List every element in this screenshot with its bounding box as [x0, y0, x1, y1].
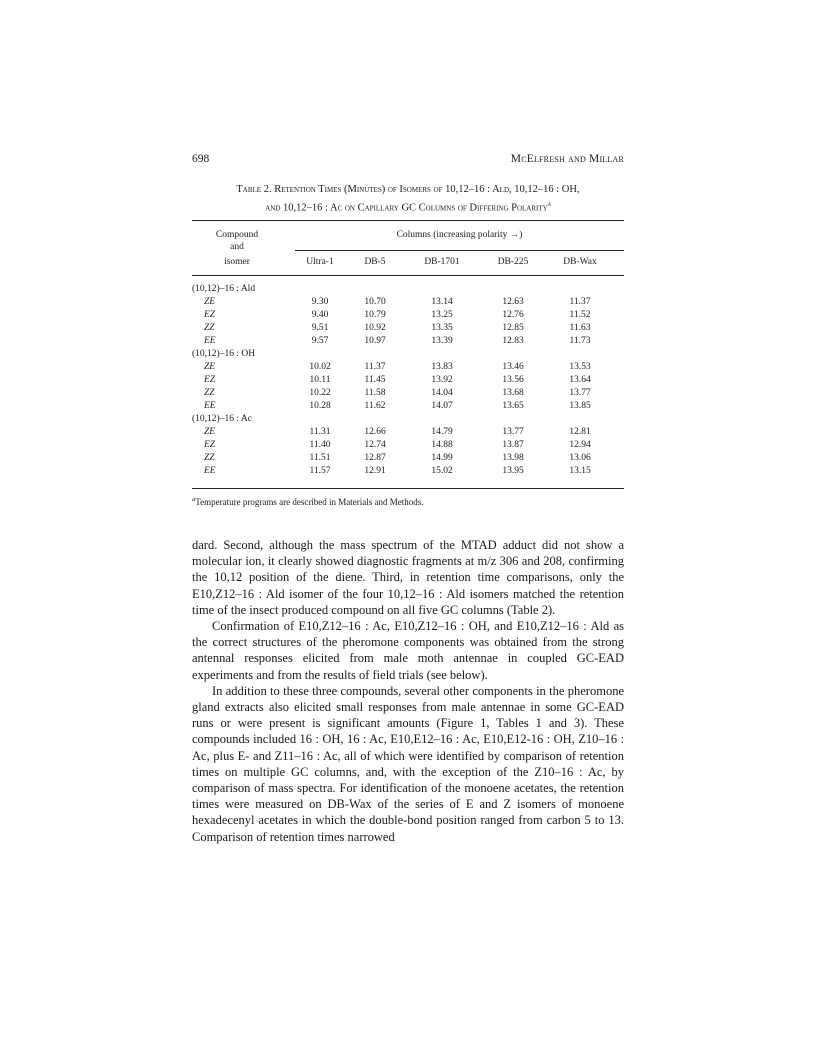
table-cell: 13.46	[502, 362, 524, 372]
table-cell: 9.51	[311, 323, 329, 333]
table-cell: 11.45	[364, 375, 386, 385]
paragraph-1: dard. Second, although the mass spectrum of the MTAD adduct did not show a molecular ion, it clearly showed diagnostic fragments at m/z 306 and 208, confirming the 10,12 position of the diene. Third, in retention time comparisons, only the E10,Z12–16 : Ald isomer of the four 10,12–16 : Ald isomers matched the retention time of the insect produced compound on all five GC columns (Table 2).	[192, 538, 624, 617]
table-cell: 9.57	[311, 336, 329, 346]
table-cell: 13.39	[431, 336, 453, 346]
group-label: (10,12)–16 : Ald	[192, 284, 256, 294]
table-row	[192, 466, 624, 479]
column-header-db-wax: DB-Wax	[563, 257, 597, 267]
table-footnote	[192, 496, 624, 507]
table-row	[192, 336, 624, 349]
caption-line-2	[192, 197, 624, 216]
table-cell: 13.14	[431, 297, 453, 307]
table-row	[192, 375, 624, 388]
table-cell: 13.53	[569, 362, 591, 372]
table-cell: 14.07	[431, 401, 453, 411]
table-row	[192, 427, 624, 440]
table-cell: 13.77	[569, 388, 591, 398]
table-cell: 13.65	[502, 401, 524, 411]
table-cell: 12.87	[364, 453, 386, 463]
table-cell: 11.37	[364, 362, 386, 372]
isomer-label: ZZ	[204, 323, 215, 333]
table-row	[192, 388, 624, 401]
isomer-label: EE	[204, 401, 216, 411]
page-number: 698	[192, 153, 210, 165]
table-cell: 11.40	[309, 440, 331, 450]
table-cell: 11.57	[309, 466, 331, 476]
isomer-label: EE	[204, 466, 216, 476]
paragraph-2: Confirmation of E10,Z12–16 : Ac, E10,Z12–16 : OH, and E10,Z12–16 : Ald as the correct structures of the pheromone components was obtained from the strong antennal responses elicited from male moth antennae in coupled GC-EAD experiments and from the results of field trials (see below).	[192, 619, 624, 682]
table-cell: 10.97	[364, 336, 386, 346]
isomer-label: EZ	[204, 375, 216, 385]
caption-line-1: Table 2. Retention Times (Minutes) of Isomers of 10,12–16 : Ald, 10,12–16 : OH,	[236, 184, 580, 195]
isomer-label: ZE	[204, 297, 216, 307]
table-cell: 10.92	[364, 323, 386, 333]
table-cell: 13.15	[569, 466, 591, 476]
table-cell: 12.74	[364, 440, 386, 450]
table-cell: 12.76	[502, 310, 524, 320]
table-group-row	[192, 284, 624, 297]
isomer-label: ZZ	[204, 453, 215, 463]
table-cell: 11.73	[569, 336, 591, 346]
table-cell: 12.63	[502, 297, 524, 307]
isomer-label: EZ	[204, 310, 216, 320]
table-cell: 11.51	[309, 453, 331, 463]
isomer-label: EE	[204, 336, 216, 346]
table-row	[192, 323, 624, 336]
table-cell: 10.22	[309, 388, 331, 398]
table-cell: 12.94	[569, 440, 591, 450]
table-cell: 14.88	[431, 440, 453, 450]
header-compound-line-3: isomer	[224, 257, 250, 267]
table-group-row	[192, 349, 624, 362]
paragraph-3: In addition to these three compounds, several other components in the pheromone gland extracts also elicited small responses from male antennae in some GC-EAD runs or were present is significant amounts (Figure 1, Tables 1 and 3). These compounds included 16 : OH, 16 : Ac, E10,E12–16 : Ac, E10,E12-16 : OH, Z10–16 : Ac, plus E- and Z11–16 : Ac, all of which were identified by comparison of retention times on multiple GC columns, and, with the exception of the Z10–16 : Ac, by comparison of mass spectra. For identification of the monoene acetates, the retention times were measured on DB-Wax of the series of E and Z isomers of monoene hexadecenyl acetates in which the double-bond position ranged from carbon 5 to 13. Comparison of retention times narrowed	[192, 683, 624, 844]
table-cell: 11.63	[569, 323, 591, 333]
table-cell: 13.64	[569, 375, 591, 385]
table-cell: 13.77	[502, 427, 524, 437]
table-cell: 12.85	[502, 323, 524, 333]
table-row	[192, 453, 624, 466]
table-cell: 13.92	[431, 375, 453, 385]
isomer-label: ZE	[204, 427, 216, 437]
table-cell: 10.02	[309, 362, 331, 372]
table-cell: 14.79	[431, 427, 453, 437]
table-row	[192, 401, 624, 414]
table-cell: 13.25	[431, 310, 453, 320]
body-text	[192, 537, 624, 845]
group-label: (10,12)–16 : Ac	[192, 414, 252, 424]
caption-line-2-text: and 10,12–16 : Ac on Capillary GC Columns of Differing Polarity	[265, 202, 548, 214]
running-head: McElfresh and Millar	[510, 153, 624, 165]
table-row	[192, 310, 624, 323]
table-cell: 13.98	[502, 453, 524, 463]
column-header-ultra-1: Ultra-1	[306, 257, 334, 267]
table-cell: 11.58	[364, 388, 386, 398]
column-group-rule	[295, 250, 624, 251]
table-cell: 13.35	[431, 323, 453, 333]
isomer-label: ZZ	[204, 388, 215, 398]
table-cell: 13.85	[569, 401, 591, 411]
table-cell: 13.56	[502, 375, 524, 385]
isomer-label: ZE	[204, 362, 216, 372]
table-cell: 13.68	[502, 388, 524, 398]
table-row	[192, 440, 624, 453]
table-caption	[192, 183, 624, 216]
header-columns-span: Columns (increasing polarity →)	[396, 230, 523, 240]
table-cell: 14.04	[431, 388, 453, 398]
table-cell: 9.40	[311, 310, 329, 320]
table-cell: 15.02	[431, 466, 453, 476]
table-cell: 10.28	[309, 401, 331, 411]
column-header-db-1701: DB-1701	[424, 257, 460, 267]
column-header-db-5: DB-5	[364, 257, 386, 267]
header-compound-line-1: Compound	[215, 230, 259, 240]
table-cell: 13.83	[431, 362, 453, 372]
table-row	[192, 297, 624, 310]
footnote-text: Temperature programs are described in Materials and Methods.	[195, 497, 424, 507]
group-label: (10,12)–16 : OH	[192, 349, 256, 359]
table-top-rule	[192, 220, 624, 221]
table-cell: 11.52	[569, 310, 591, 320]
table-cell: 11.31	[309, 427, 331, 437]
table-bottom-rule	[192, 488, 624, 489]
column-header-db-225: DB-225	[497, 257, 529, 267]
table-row	[192, 362, 624, 375]
table-cell: 14.99	[431, 453, 453, 463]
table-cell: 9.30	[311, 297, 329, 307]
table-cell: 10.70	[364, 297, 386, 307]
table-cell: 10.11	[309, 375, 331, 385]
table-cell: 12.81	[569, 427, 591, 437]
isomer-label: EZ	[204, 440, 216, 450]
caption-footnote-marker: a	[547, 200, 551, 208]
header-compound-line-2: and	[230, 242, 244, 252]
table-cell: 13.06	[569, 453, 591, 463]
table-cell: 13.87	[502, 440, 524, 450]
table-cell: 12.83	[502, 336, 524, 346]
table-cell: 11.62	[364, 401, 386, 411]
page-header	[192, 153, 624, 169]
table-cell: 12.66	[364, 427, 386, 437]
footnote-marker: a	[192, 496, 196, 503]
table-cell: 11.37	[569, 297, 591, 307]
table-cell: 13.95	[502, 466, 524, 476]
table-cell: 12.91	[364, 466, 386, 476]
header-bottom-rule	[192, 275, 624, 276]
table-group-row	[192, 414, 624, 427]
table-cell: 10.79	[364, 310, 386, 320]
